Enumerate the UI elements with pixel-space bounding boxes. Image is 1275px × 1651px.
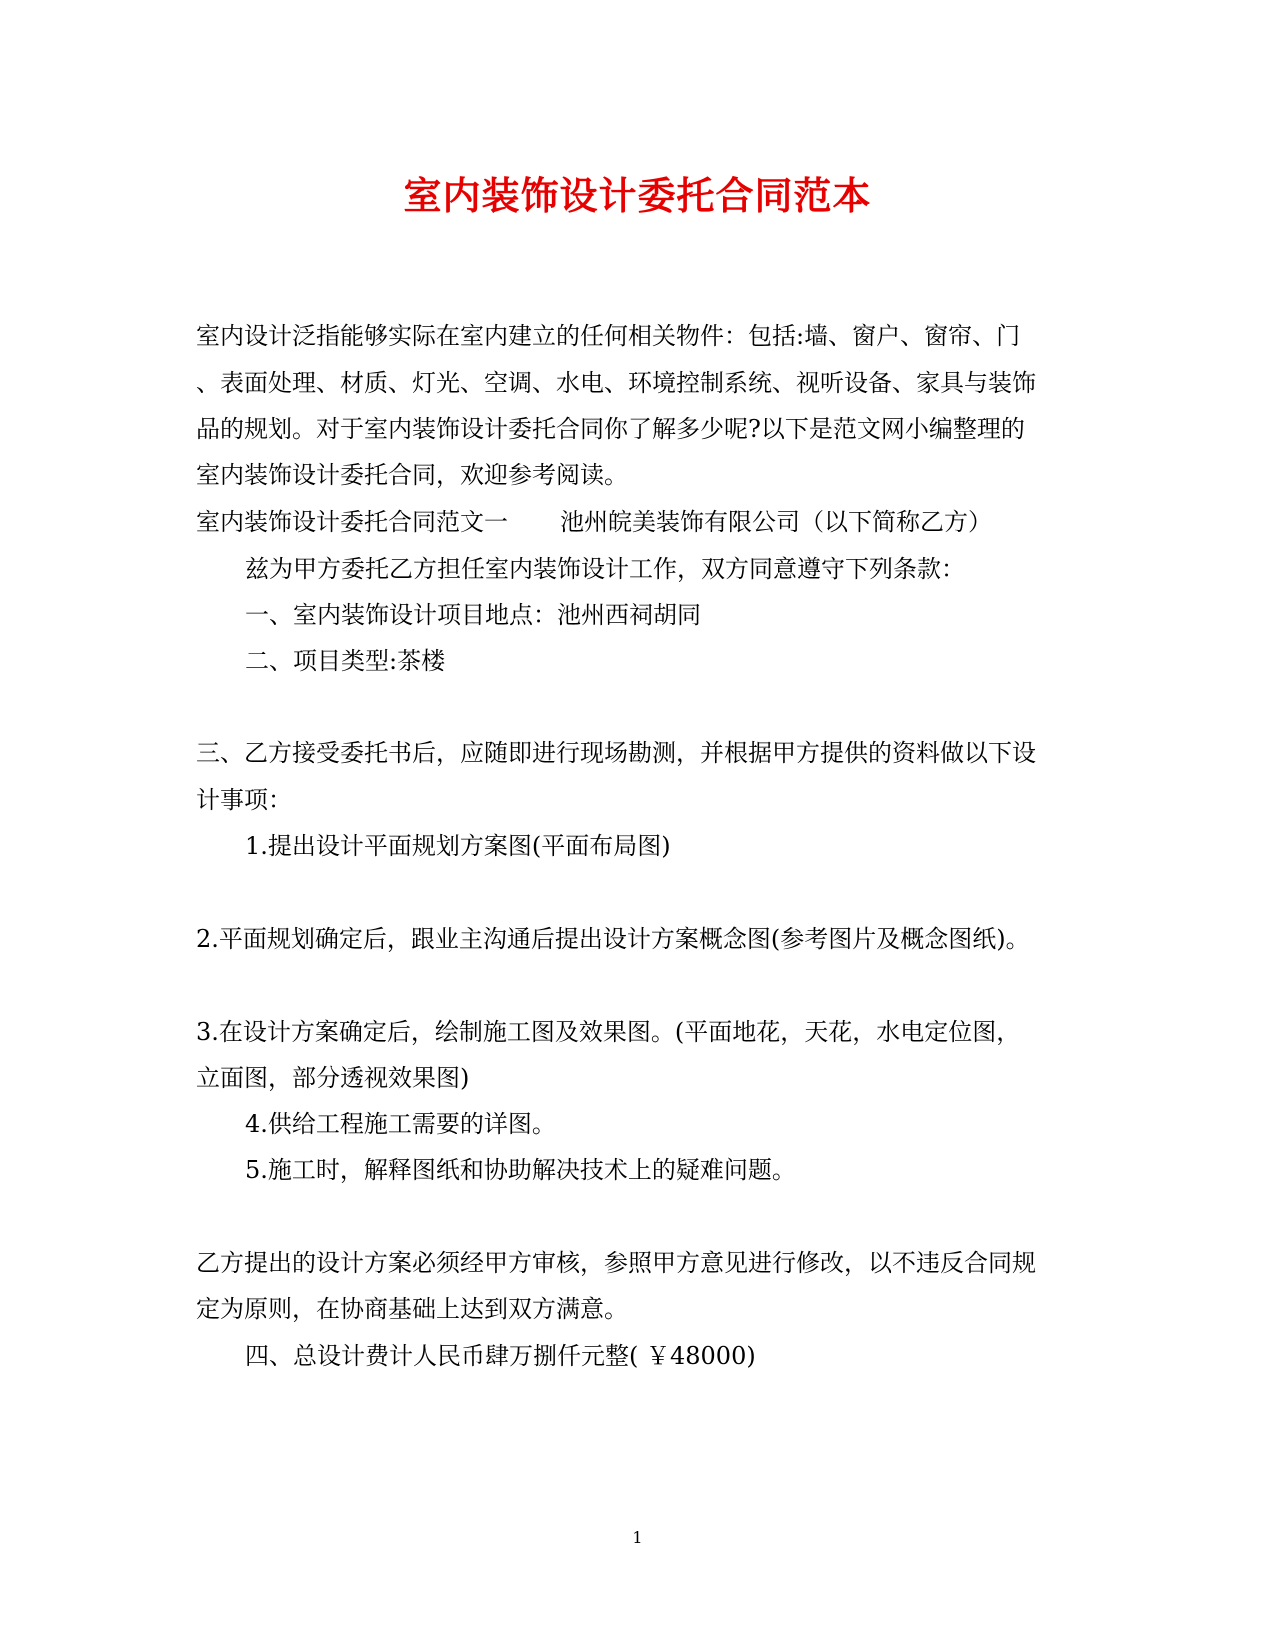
paragraph-line: 乙方提出的设计方案必须经甲方审核，参照甲方意见进行修改，以不违反合同规 (196, 1249, 1036, 1277)
party-b-name: 池州皖美装饰有限公司（以下简称乙方） (560, 508, 992, 536)
paragraph-line: 品的规划。对于室内装饰设计委托合同你了解多少呢?以下是范文网小编整理的 (196, 415, 1025, 443)
paragraph-line: 室内设计泛指能够实际在室内建立的任何相关物件：包括:墙、窗户、窗帘、门 (196, 322, 1021, 350)
clause-location: 一、室内装饰设计项目地点：池州西祠胡同 (245, 601, 701, 629)
list-item: 3.在设计方案确定后，绘制施工图及效果图。(平面地花，天花，水电定位图， (196, 1018, 1021, 1046)
paragraph-line: 兹为甲方委托乙方担任室内装饰设计工作，双方同意遵守下列条款： (245, 555, 965, 583)
paragraph-line: 三、乙方接受委托书后，应随即进行现场勘测，并根据甲方提供的资料做以下设 (196, 739, 1036, 767)
contract-template-label: 室内装饰设计委托合同范文一 (196, 508, 508, 536)
paragraph-line: 、表面处理、材质、灯光、空调、水电、环境控制系统、视听设备、家具与装饰 (196, 369, 1036, 397)
clause-project-type: 二、项目类型:茶楼 (245, 647, 446, 675)
contract-heading-line (196, 506, 992, 538)
clause-fee: 四、总设计费计人民币肆万捌仟元整( ￥48000) (245, 1342, 756, 1370)
paragraph-line: 计事项： (196, 786, 292, 814)
paragraph-line: 定为原则，在协商基础上达到双方满意。 (196, 1295, 628, 1323)
list-item: 1.提出设计平面规划方案图(平面布局图) (245, 832, 671, 860)
paragraph-line: 室内装饰设计委托合同，欢迎参考阅读。 (196, 461, 628, 489)
list-item: 5.施工时，解释图纸和协助解决技术上的疑难问题。 (245, 1156, 796, 1184)
list-item: 4.供给工程施工需要的详图。 (245, 1110, 556, 1138)
list-item: 2.平面规划确定后，跟业主沟通后提出设计方案概念图(参考图片及概念图纸)。 (196, 925, 1030, 953)
page-number: 1 (632, 1528, 643, 1547)
list-item-continuation: 立面图，部分透视效果图) (196, 1064, 470, 1092)
document-title: 室内装饰设计委托合同范本 (403, 173, 872, 218)
